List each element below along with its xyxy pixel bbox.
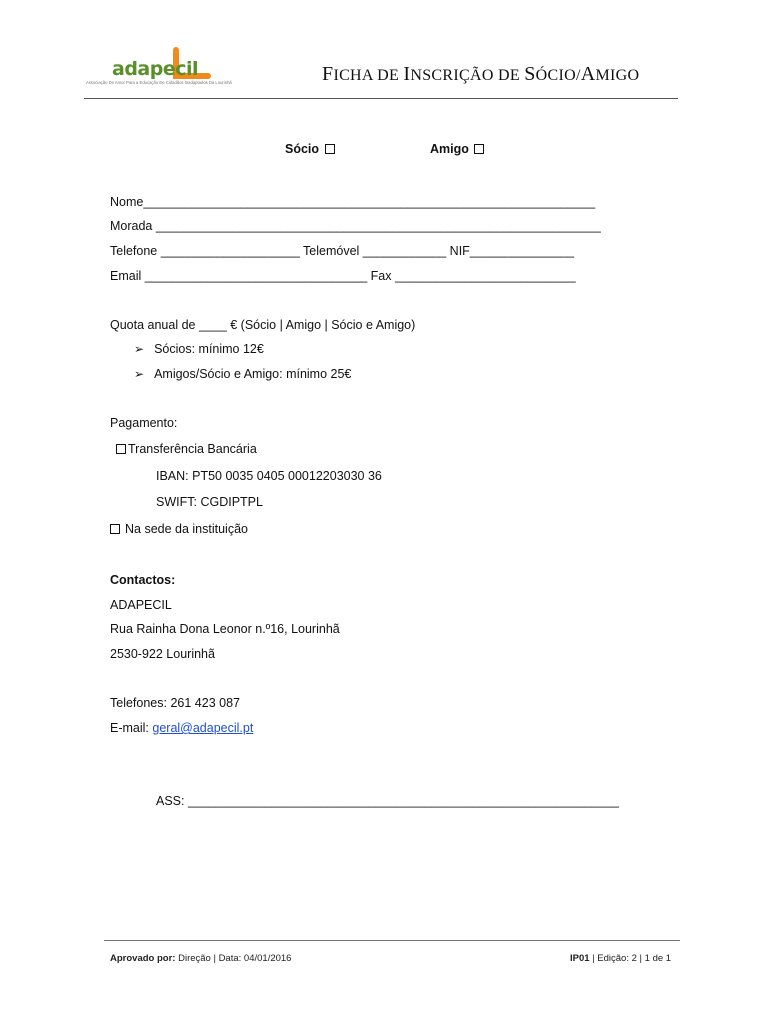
- email-link[interactable]: geral@adapecil.pt: [152, 721, 254, 735]
- swift-text: SWIFT: CGDIPTPL: [156, 495, 263, 509]
- quota-item-amigos: ➢ Amigos/Sócio e Amigo: mínimo 25€: [134, 367, 352, 381]
- footer-edition: IP01 | Edição: 2 | 1 de 1: [570, 953, 672, 964]
- amigo-option[interactable]: [430, 141, 486, 157]
- email-field[interactable]: Email ________________________________ Fax __________________________: [110, 269, 576, 283]
- morada-field[interactable]: Morada ________________________________________________________________: [110, 219, 601, 233]
- page-title: FICHA DE INSCRIÇÃO DE SÓCIO/AMIGO: [322, 63, 640, 85]
- socio-option[interactable]: [285, 141, 337, 157]
- signature-field[interactable]: ASS: ______________________________________________________________: [156, 794, 619, 808]
- quota-item-socios: ➢ Sócios: mínimo 12€: [134, 342, 264, 356]
- payment-label: Pagamento:: [110, 416, 178, 430]
- contacts-heading: Contactos:: [110, 573, 176, 587]
- contact-postal: 2530-922 Lourinhã: [110, 647, 215, 661]
- footer-approval: Aprovado por: Direção | Data: 04/01/2016: [110, 953, 292, 964]
- transfer-option[interactable]: Transferência Bancária: [114, 441, 257, 457]
- contact-phones: Telefones: 261 423 087: [110, 696, 240, 710]
- sede-checkbox[interactable]: [110, 524, 120, 534]
- contact-street: Rua Rainha Dona Leonor n.º16, Lourinhã: [110, 622, 340, 636]
- arrow-bullet-icon: ➢: [134, 367, 145, 381]
- transfer-checkbox[interactable]: [116, 444, 126, 454]
- contact-email-line: E-mail: geral@adapecil.pt: [110, 721, 254, 735]
- logo-text: adapecil: [112, 58, 199, 80]
- quota-line[interactable]: Quota anual de ____ € (Sócio | Amigo | Sócio e Amigo): [110, 318, 416, 332]
- header-divider: [84, 98, 678, 99]
- amigo-checkbox[interactable]: [474, 144, 484, 154]
- logo: [84, 46, 244, 88]
- footer-divider: [104, 940, 680, 941]
- telefone-field[interactable]: Telefone ____________________ Telemóvel ____________ NIF_______________: [110, 244, 575, 258]
- arrow-bullet-icon: ➢: [134, 342, 145, 356]
- contact-name: ADAPECIL: [110, 598, 172, 612]
- socio-checkbox[interactable]: [325, 144, 335, 154]
- amigo-label: Amigo: [430, 142, 469, 156]
- iban-text: IBAN: PT50 0035 0405 00012203030 36: [156, 469, 382, 483]
- sede-option[interactable]: Na sede da instituição: [108, 521, 248, 537]
- logo-tagline: Associação De Amor Para a Educação De Cidadãos Inadaptados Da Lourinhã: [86, 80, 232, 85]
- nome-field[interactable]: Nome_________________________________________________________________: [110, 195, 596, 209]
- socio-label: Sócio: [285, 142, 320, 156]
